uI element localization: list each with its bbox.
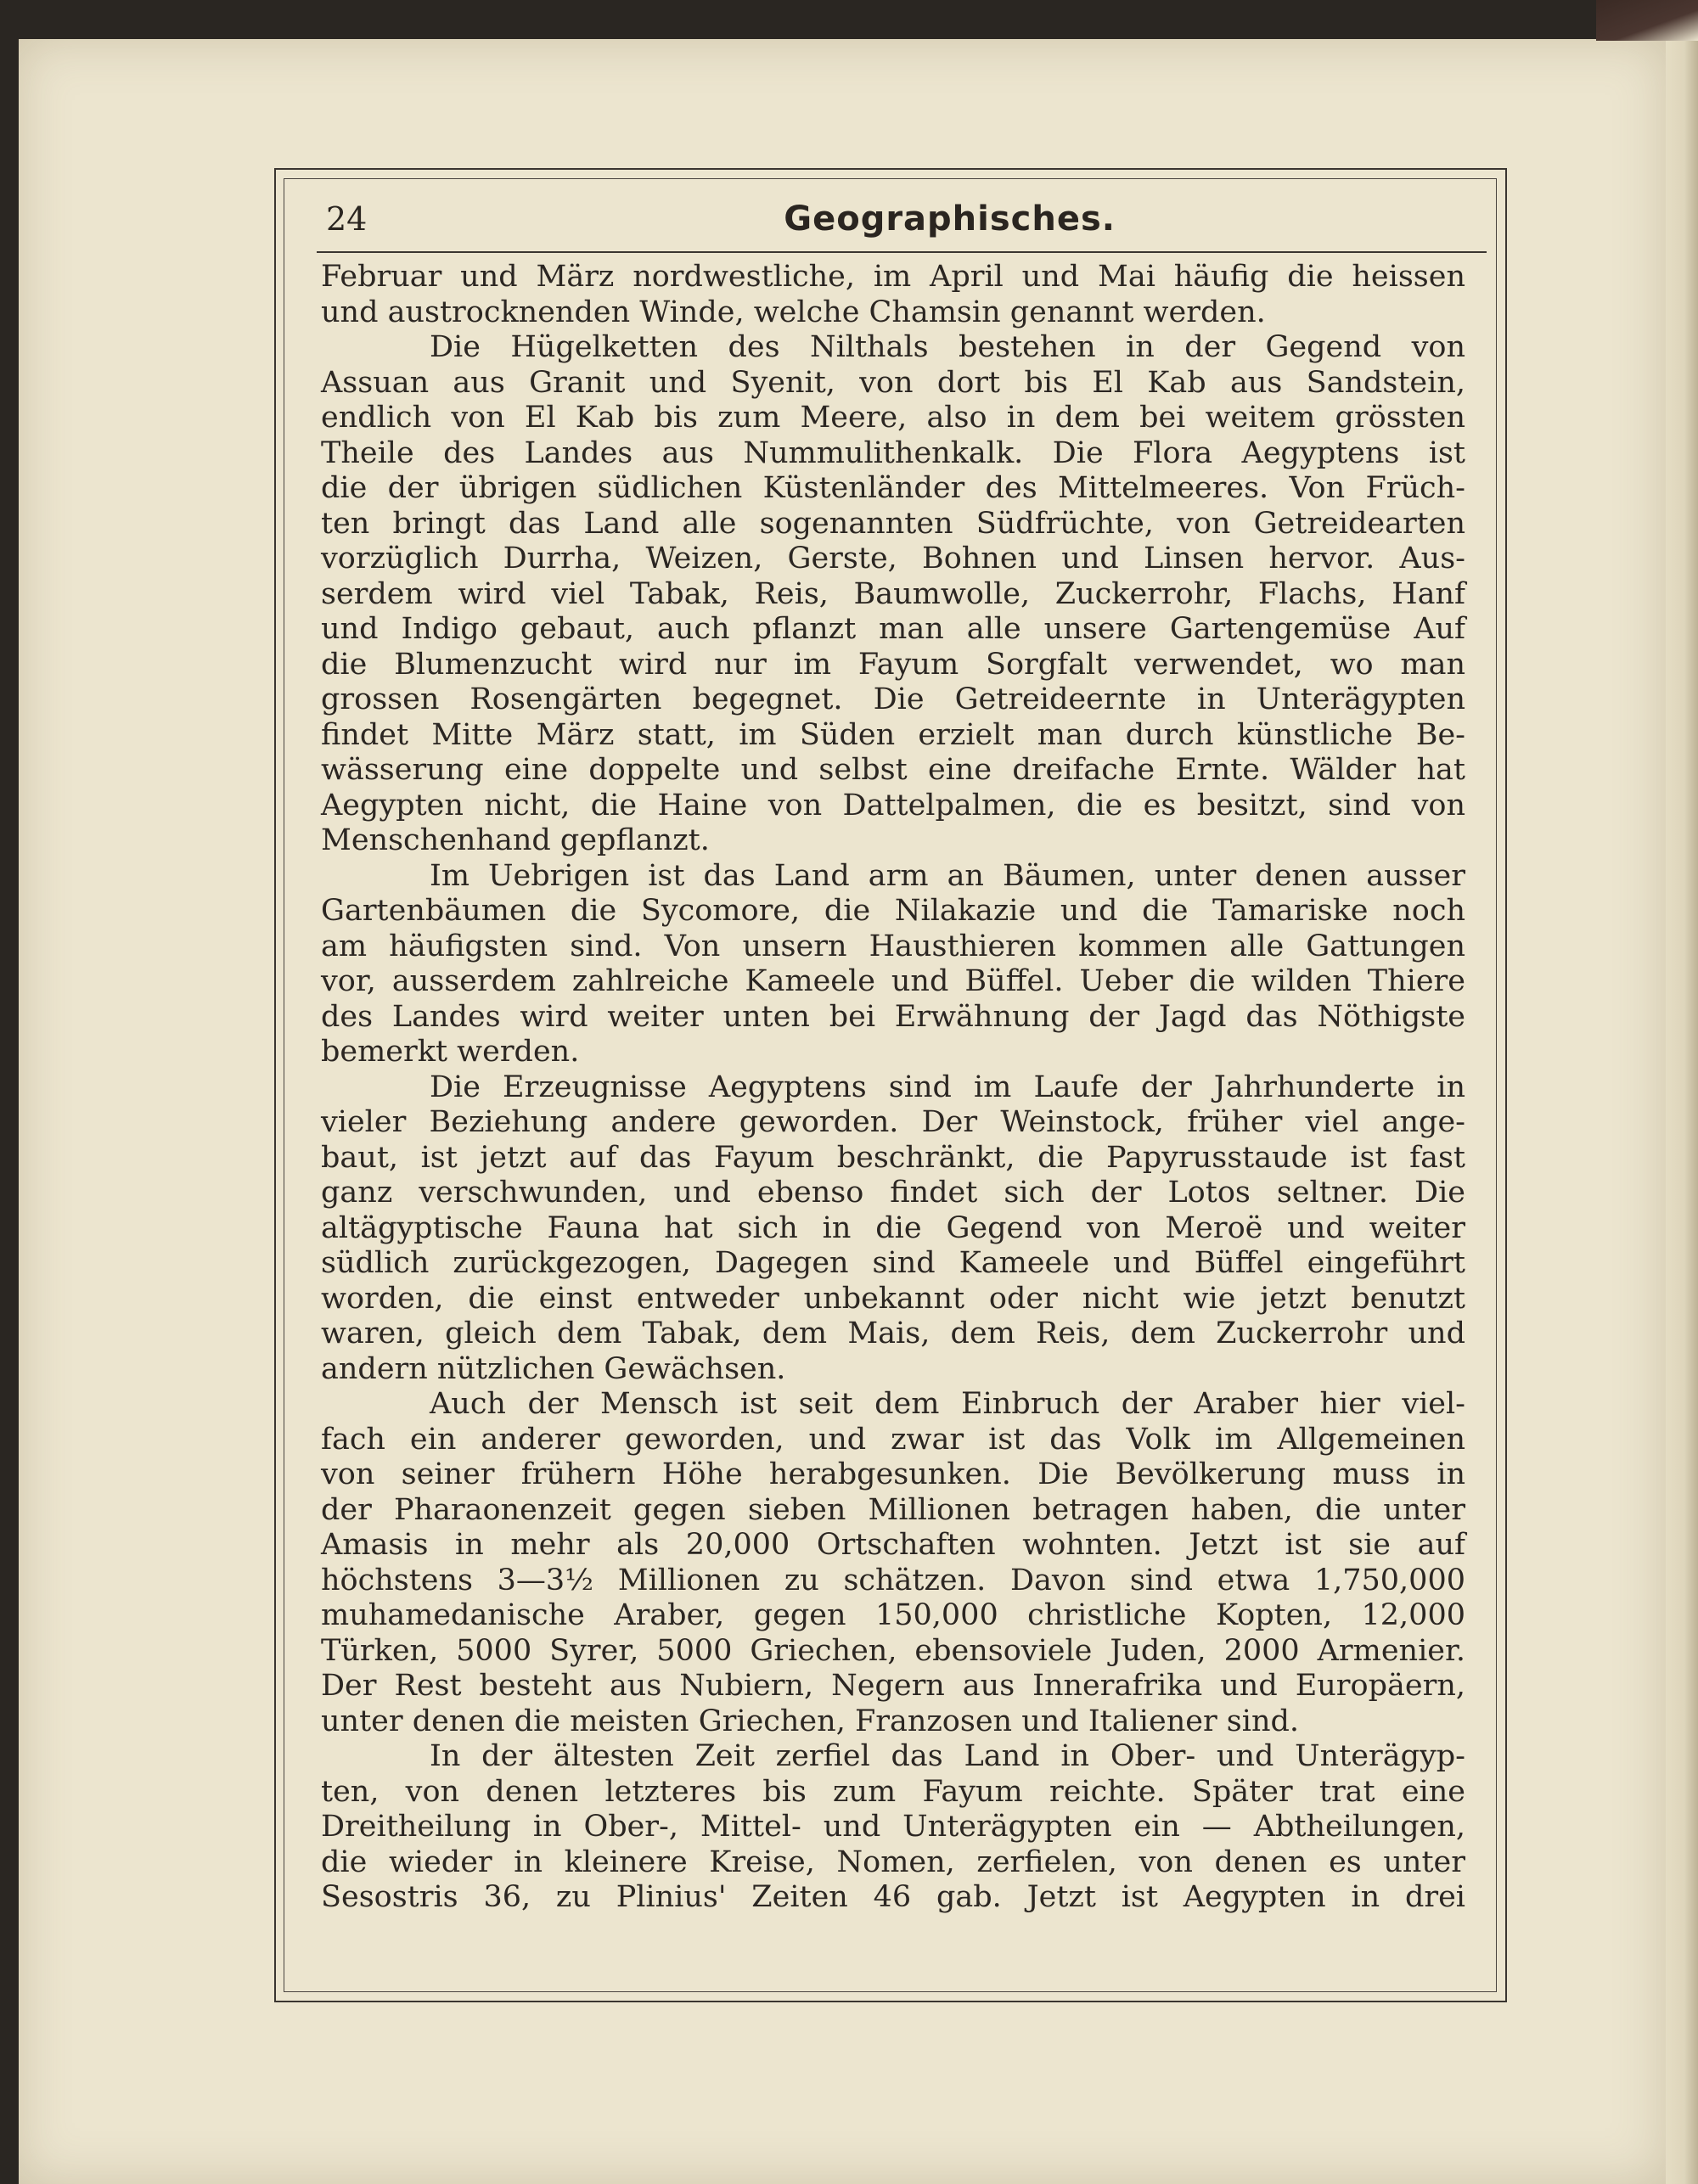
text-line: des Landes wird weiter unten bei Erwähnung der Jagd das Nöthigste [321, 999, 1465, 1034]
text-line: muhamedanische Araber, gegen 150,000 christliche Kopten, 12,000 [321, 1598, 1465, 1632]
body-text [321, 260, 1465, 1916]
text-line: vorzüglich Durrha, Weizen, Gerste, Bohnen und Linsen hervor. Aus- [321, 542, 1465, 575]
text-line: findet Mitte März statt, im Süden erzielt man durch künstliche Be- [321, 717, 1465, 752]
text-line: Theile des Landes aus Nummulithenkalk. Die Flora Aegyptens ist [321, 435, 1465, 470]
text-line: höchstens 3—3½ Millionen zu schätzen. Davon sind etwa 1,750,000 [321, 1563, 1465, 1597]
page-header [326, 194, 1421, 244]
text-line: wässerung eine doppelte und selbst eine dreifache Ernte. Wälder hat [321, 753, 1465, 787]
text-line: ten bringt das Land alle sogenannten Südfrüchte, von Getreidearten [321, 506, 1465, 541]
text-line: und austrocknenden Winde, welche Chamsin genannt werden. [321, 295, 1266, 329]
text-line: Der Rest besteht aus Nubiern, Negern aus Innerafrika und Europäern, [321, 1669, 1465, 1703]
text-line: Sesostris 36, zu Plinius' Zeiten 46 gab. Jetzt ist Aegypten in drei [321, 1880, 1465, 1914]
text-line: andern nützlichen Gewächsen. [321, 1351, 786, 1386]
text-line: baut, ist jetzt auf das Fayum beschränkt, die Papyrusstaude ist fast [321, 1140, 1465, 1175]
text-line: ten, von denen letzteres bis zum Fayum reichte. Später trat eine [321, 1774, 1465, 1809]
text-line: grossen Rosengärten begegnet. Die Getreideernte in Unterägypten [321, 682, 1465, 716]
text-line: ganz verschwunden, und ebenso findet sich der Lotos seltner. Die [321, 1176, 1465, 1210]
text-line: und Indigo gebaut, auch pflanzt man alle unsere Gartengemüse Auf [321, 612, 1465, 646]
text-line: die Blumenzucht wird nur im Fayum Sorgfalt verwendet, wo man [321, 647, 1465, 682]
text-line: Menschenhand gepflanzt. [321, 823, 710, 857]
text-line: Aegypten nicht, die Haine von Dattelpalmen, die es besitzt, sind von [321, 788, 1465, 823]
text-line: die wieder in kleinere Kreise, Nomen, zerfielen, von denen es unter [321, 1844, 1465, 1879]
text-line: waren, gleich dem Tabak, dem Mais, dem Reis, dem Zuckerrohr und [321, 1317, 1465, 1350]
text-line: Assuan aus Granit und Syenit, von dort bis El Kab aus Sandstein, [321, 365, 1465, 400]
text-line: die der übrigen südlichen Küstenländer des Mittelmeeres. Von Früch- [321, 471, 1465, 505]
text-line: vor, ausserdem zahlreiche Kameele und Büffel. Ueber die wilden Thiere [321, 964, 1465, 998]
text-line: Amasis in mehr als 20,000 Ortschaften wohnten. Jetzt ist sie auf [321, 1528, 1465, 1562]
text-line: von seiner frühern Höhe herabgesunken. Die Bevölkerung muss in [321, 1457, 1465, 1491]
page-number: 24 [326, 200, 368, 238]
text-line: Dreitheilung in Ober-, Mittel- und Unterägypten ein — Abtheilungen, [321, 1810, 1465, 1844]
text-line: am häufigsten sind. Von unsern Hausthieren kommen alle Gattungen [321, 929, 1465, 963]
book-cover-corner [1596, 0, 1698, 41]
text-line: serdem wird viel Tabak, Reis, Baumwolle, Zuckerrohr, Flachs, Hanf [321, 576, 1465, 611]
text-line: Gartenbäumen die Sycomore, die Nilakazie und die Tamariske noch [321, 894, 1465, 928]
text-line: Auch der Mensch ist seit dem Einbruch der Araber hier viel- [430, 1387, 1465, 1421]
text-line: bemerkt werden. [321, 1035, 580, 1069]
text-line: südlich zurückgezogen, Dagegen sind Kameele und Büffel eingeführt [321, 1246, 1465, 1280]
text-line: In der ältesten Zeit zerfiel das Land in Ober- und Unterägyp- [430, 1739, 1465, 1773]
text-line: Türken, 5000 Syrer, 5000 Griechen, ebensoviele Juden, 2000 Armenier. [321, 1633, 1465, 1668]
text-line: unter denen die meisten Griechen, Franzosen und Italiener sind. [321, 1704, 1300, 1738]
running-title: Geographisches. [784, 199, 1116, 239]
text-line: vieler Beziehung andere geworden. Der Weinstock, früher viel ange- [321, 1105, 1465, 1139]
text-line: fach ein anderer geworden, und zwar ist das Volk im Allgemeinen [321, 1422, 1465, 1457]
header-rule [317, 251, 1487, 253]
text-line: Februar und März nordwestliche, im April und Mai häufig die heissen [321, 260, 1465, 294]
text-line: endlich von El Kab bis zum Meere, also in dem bei weitem grössten [321, 401, 1465, 435]
text-line: worden, die einst entweder unbekannt oder nicht wie jetzt benutzt [321, 1281, 1465, 1316]
text-line: altägyptische Fauna hat sich in die Gegend von Meroë und weiter [321, 1210, 1465, 1245]
text-line: Im Uebrigen ist das Land arm an Bäumen, unter denen ausser [430, 858, 1465, 893]
text-line: der Pharaonenzeit gegen sieben Millionen betragen haben, die unter [321, 1492, 1465, 1527]
text-line: Die Hügelketten des Nilthals bestehen in der Gegend von [430, 330, 1465, 364]
text-line: Die Erzeugnisse Aegyptens sind im Laufe der Jahrhunderte in [430, 1070, 1465, 1104]
